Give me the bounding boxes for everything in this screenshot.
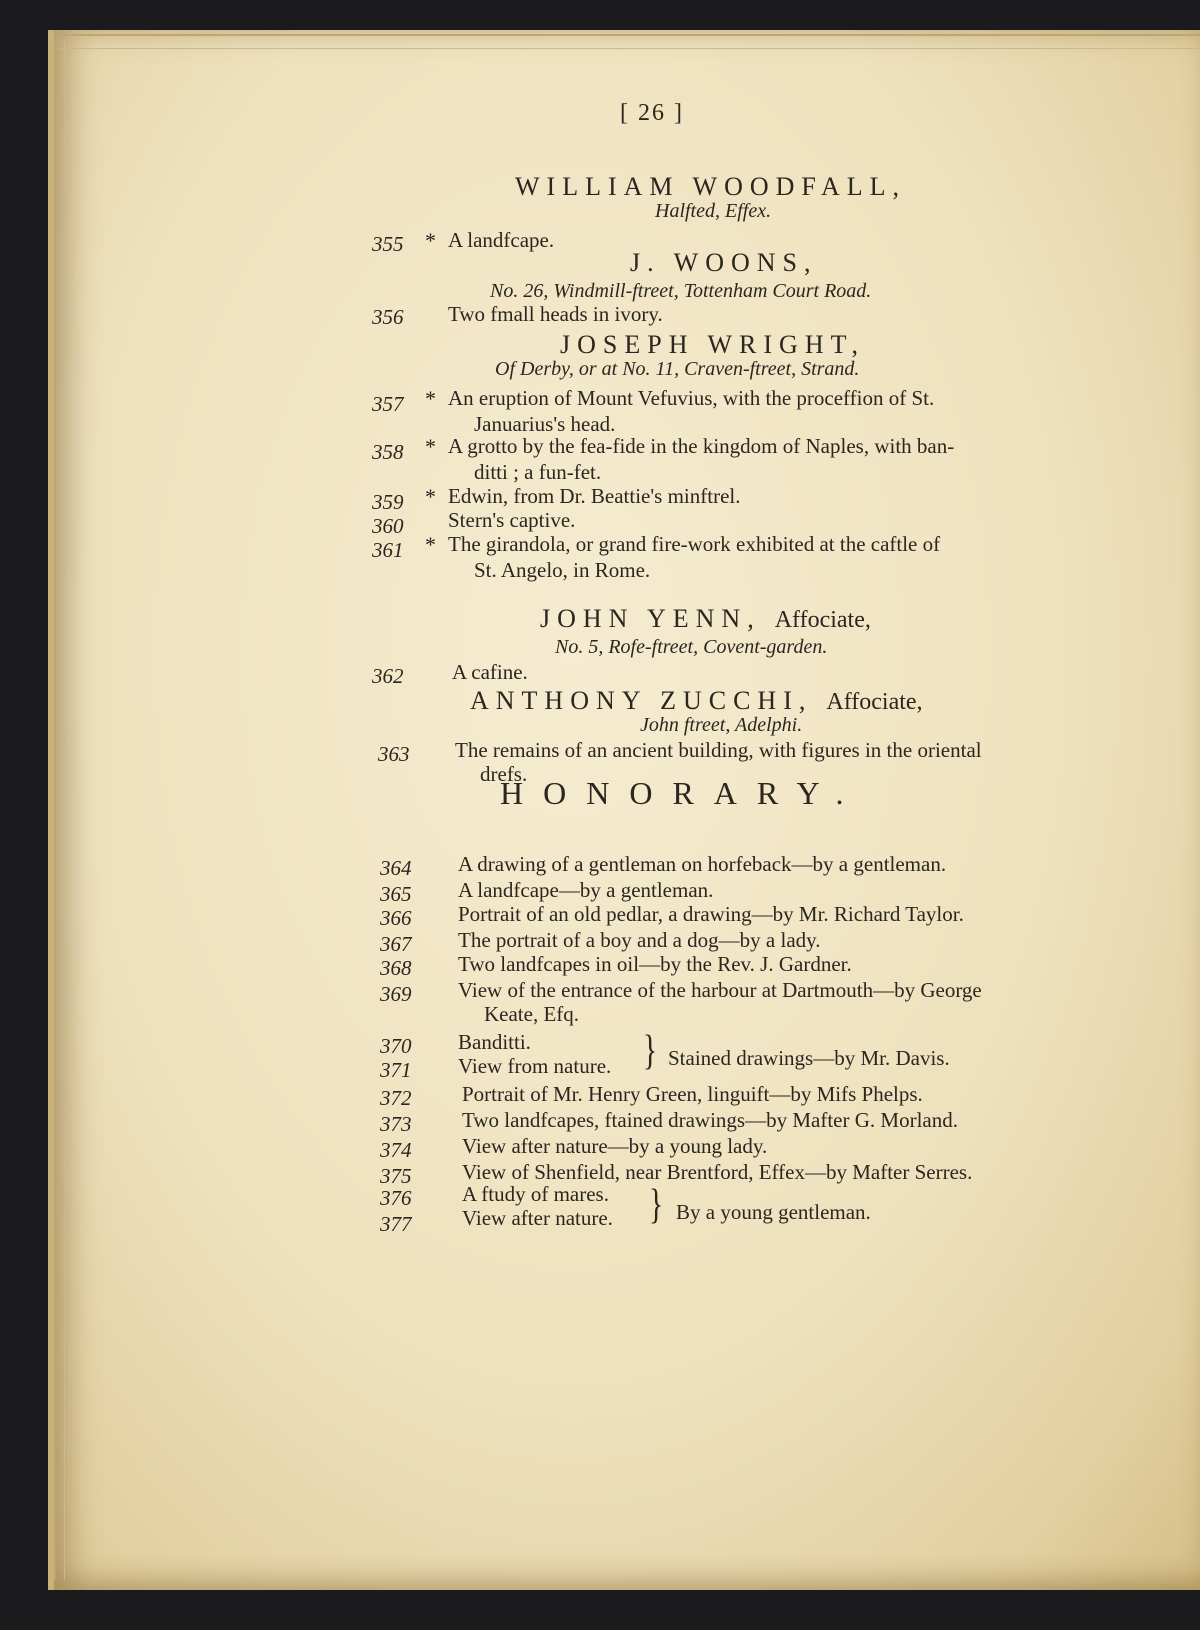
entry-number: 360	[372, 514, 404, 538]
artist-address: No. 26, Windmill-ftreet, Tottenham Court Road.	[490, 280, 872, 302]
entry-text: An eruption of Mount Vefuvius, with the proceffion of St.	[448, 386, 935, 410]
entry-text-cont: ditti ; a fun-fet.	[474, 460, 602, 484]
entry-text: Edwin, from Dr. Beattie's minftrel.	[448, 484, 741, 508]
page-number: [ 26 ]	[620, 100, 684, 126]
artist-address: Of Derby, or at No. 11, Craven-ftreet, Strand.	[495, 358, 860, 380]
entry-text: Stern's captive.	[448, 508, 576, 532]
entry-number: 358	[372, 440, 404, 464]
brace-note: By a young gentleman.	[676, 1200, 871, 1224]
entry-number: 364	[380, 856, 412, 880]
entry-number: 361	[372, 538, 404, 562]
entry-number: 356	[372, 305, 404, 329]
entry-star: *	[425, 484, 436, 509]
entry-text: The girandola, or grand fire-work exhibited at the caftle of	[448, 532, 941, 556]
entry-text: A landfcape—by a gentleman.	[458, 878, 714, 902]
entry-number: 372	[380, 1086, 412, 1110]
entry-number: 369	[380, 982, 412, 1006]
artist-name: J. WOONS,	[630, 248, 818, 277]
artist-name-text: JOHN YENN,	[540, 604, 761, 633]
entry-text: Portrait of Mr. Henry Green, linguift—by Mifs Phelps.	[462, 1082, 923, 1106]
entry-number: 362	[372, 664, 404, 688]
entry-number: 355	[372, 232, 404, 256]
entry-number: 376	[380, 1186, 412, 1210]
entry-text: A grotto by the fea-fide in the kingdom of Naples, with ban-	[448, 434, 955, 458]
entry-text: View after nature—by a young lady.	[462, 1134, 768, 1158]
entry-star: *	[425, 532, 436, 557]
entry-number: 370	[380, 1034, 412, 1058]
artist-name-text: ANTHONY ZUCCHI,	[470, 686, 813, 715]
associate-label: Affociate,	[826, 689, 923, 715]
entry-text: The portrait of a boy and a dog—by a lady.	[458, 928, 821, 952]
entry-number: 377	[380, 1212, 412, 1236]
entry-star: *	[425, 386, 436, 411]
entry-number: 357	[372, 392, 404, 416]
entry-text: Two landfcapes, ftained drawings—by Mafter G. Morland.	[462, 1108, 958, 1132]
entry-text: A ftudy of mares.	[462, 1182, 609, 1206]
entry-text: Portrait of an old pedlar, a drawing—by Mr. Richard Taylor.	[458, 902, 964, 926]
entry-number: 371	[380, 1058, 412, 1082]
entry-text: View from nature.	[458, 1054, 612, 1078]
entry-text: View of Shenfield, near Brentford, Effex—by Mafter Serres.	[462, 1160, 973, 1184]
entry-star: *	[425, 434, 436, 459]
entry-number: 366	[380, 906, 412, 930]
entry-number: 368	[380, 956, 412, 980]
entry-text-cont: St. Angelo, in Rome.	[474, 558, 651, 582]
entry-text: The remains of an ancient building, with figures in the oriental	[455, 738, 982, 762]
entry-number: 375	[380, 1164, 412, 1188]
artist-name	[470, 686, 923, 716]
artist-address: John ftreet, Adelphi.	[640, 714, 803, 736]
entry-text: Two fmall heads in ivory.	[448, 302, 663, 326]
entry-text: View after nature.	[462, 1206, 613, 1230]
brace-symbol: }	[643, 1028, 658, 1074]
entry-text-cont: drefs.	[480, 762, 528, 786]
entry-text-cont: Januarius's head.	[474, 412, 616, 436]
entry-text: A drawing of a gentleman on horfeback—by a gentleman.	[458, 852, 947, 876]
honorary-heading: HONORARY.	[500, 775, 864, 811]
brace-note: Stained drawings—by Mr. Davis.	[668, 1046, 950, 1070]
entry-star: *	[425, 228, 436, 253]
artist-name	[540, 604, 871, 634]
artist-name: WILLIAM WOODFALL,	[515, 172, 906, 201]
entry-number: 367	[380, 932, 412, 956]
entry-text-cont: Keate, Efq.	[484, 1002, 580, 1026]
entry-text: View of the entrance of the harbour at Dartmouth—by George	[458, 978, 982, 1002]
entry-number: 359	[372, 490, 404, 514]
entry-text: A cafine.	[452, 660, 528, 684]
entry-text: Two landfcapes in oil—by the Rev. J. Gardner.	[458, 952, 852, 976]
entry-text: A landfcape.	[448, 228, 555, 252]
entry-number: 365	[380, 882, 412, 906]
entry-number: 373	[380, 1112, 412, 1136]
artist-name: JOSEPH WRIGHT,	[560, 330, 866, 359]
entry-number: 374	[380, 1138, 412, 1162]
brace-symbol: }	[649, 1182, 664, 1228]
entry-text: Banditti.	[458, 1030, 531, 1054]
artist-address: No. 5, Rofe-ftreet, Covent-garden.	[555, 636, 828, 658]
associate-label: Affociate,	[774, 607, 871, 633]
entry-number: 363	[378, 742, 410, 766]
artist-address: Halfted, Effex.	[655, 200, 772, 222]
